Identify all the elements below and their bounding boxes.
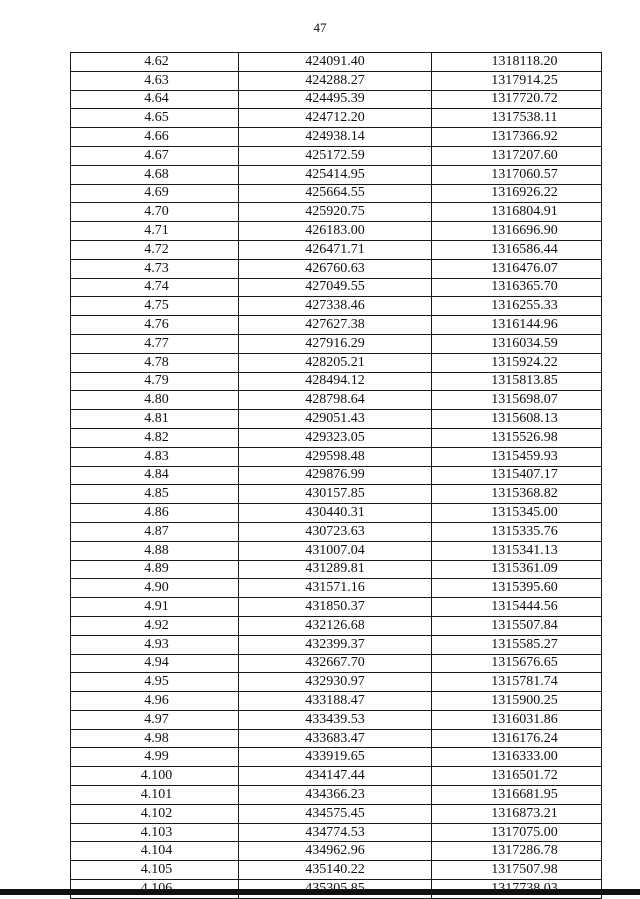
table-row (71, 522, 602, 541)
point-id-cell: 4.75 (71, 297, 239, 316)
table-row (71, 90, 602, 109)
easting-cell: 434575.45 (239, 804, 432, 823)
northing-cell: 1316804.91 (432, 203, 602, 222)
easting-cell: 433439.53 (239, 710, 432, 729)
easting-cell: 427338.46 (239, 297, 432, 316)
northing-cell: 1315813.85 (432, 372, 602, 391)
easting-cell: 430723.63 (239, 522, 432, 541)
northing-cell: 1316501.72 (432, 767, 602, 786)
easting-cell: 432930.97 (239, 673, 432, 692)
point-id-cell: 4.72 (71, 240, 239, 259)
table-row (71, 203, 602, 222)
point-id-cell: 4.95 (71, 673, 239, 692)
point-id-cell: 4.76 (71, 316, 239, 335)
easting-cell: 431289.81 (239, 560, 432, 579)
northing-cell: 1316681.95 (432, 786, 602, 805)
easting-cell: 433683.47 (239, 729, 432, 748)
table-row (71, 786, 602, 805)
northing-cell: 1316926.22 (432, 184, 602, 203)
northing-cell: 1315361.09 (432, 560, 602, 579)
table-row (71, 804, 602, 823)
table-row (71, 823, 602, 842)
northing-cell: 1316034.59 (432, 334, 602, 353)
scan-bottom-edge (0, 889, 640, 895)
table-row (71, 428, 602, 447)
table-row (71, 372, 602, 391)
point-id-cell: 4.93 (71, 635, 239, 654)
coordinate-table-body (71, 53, 602, 899)
table-row (71, 560, 602, 579)
northing-cell: 1317366.92 (432, 128, 602, 147)
northing-cell: 1317914.25 (432, 71, 602, 90)
northing-cell: 1315526.98 (432, 428, 602, 447)
easting-cell: 425664.55 (239, 184, 432, 203)
point-id-cell: 4.81 (71, 410, 239, 429)
table-row (71, 729, 602, 748)
table-row (71, 616, 602, 635)
northing-cell: 1316476.07 (432, 259, 602, 278)
easting-cell: 435140.22 (239, 861, 432, 880)
point-id-cell: 4.90 (71, 579, 239, 598)
northing-cell: 1317538.11 (432, 109, 602, 128)
table-row (71, 767, 602, 786)
northing-cell: 1315368.82 (432, 485, 602, 504)
northing-cell: 1315341.13 (432, 541, 602, 560)
northing-cell: 1316696.90 (432, 222, 602, 241)
easting-cell: 432126.68 (239, 616, 432, 635)
table-row (71, 635, 602, 654)
point-id-cell: 4.64 (71, 90, 239, 109)
point-id-cell: 4.99 (71, 748, 239, 767)
table-row (71, 297, 602, 316)
easting-cell: 428494.12 (239, 372, 432, 391)
easting-cell: 428798.64 (239, 391, 432, 410)
table-row (71, 654, 602, 673)
northing-cell: 1315585.27 (432, 635, 602, 654)
northing-cell: 1315924.22 (432, 353, 602, 372)
easting-cell: 433188.47 (239, 692, 432, 711)
point-id-cell: 4.65 (71, 109, 239, 128)
coordinate-table (70, 52, 602, 899)
table-row (71, 146, 602, 165)
table-row (71, 842, 602, 861)
table-row (71, 278, 602, 297)
easting-cell: 434962.96 (239, 842, 432, 861)
northing-cell: 1316365.70 (432, 278, 602, 297)
point-id-cell: 4.69 (71, 184, 239, 203)
easting-cell: 431007.04 (239, 541, 432, 560)
northing-cell: 1316333.00 (432, 748, 602, 767)
point-id-cell: 4.101 (71, 786, 239, 805)
point-id-cell: 4.62 (71, 53, 239, 72)
northing-cell: 1315444.56 (432, 598, 602, 617)
point-id-cell: 4.83 (71, 447, 239, 466)
easting-cell: 433919.65 (239, 748, 432, 767)
easting-cell: 432667.70 (239, 654, 432, 673)
easting-cell: 434366.23 (239, 786, 432, 805)
table-row (71, 410, 602, 429)
northing-cell: 1315608.13 (432, 410, 602, 429)
point-id-cell: 4.70 (71, 203, 239, 222)
point-id-cell: 4.85 (71, 485, 239, 504)
easting-cell: 427627.38 (239, 316, 432, 335)
northing-cell: 1315781.74 (432, 673, 602, 692)
page-number: 47 (313, 20, 327, 35)
easting-cell: 424938.14 (239, 128, 432, 147)
table-row (71, 466, 602, 485)
northing-cell: 1316176.24 (432, 729, 602, 748)
northing-cell: 1315507.84 (432, 616, 602, 635)
northing-cell: 1316255.33 (432, 297, 602, 316)
point-id-cell: 4.80 (71, 391, 239, 410)
easting-cell: 424495.39 (239, 90, 432, 109)
northing-cell: 1317286.78 (432, 842, 602, 861)
point-id-cell: 4.82 (71, 428, 239, 447)
easting-cell: 424712.20 (239, 109, 432, 128)
easting-cell: 424288.27 (239, 71, 432, 90)
northing-cell: 1317075.00 (432, 823, 602, 842)
table-row (71, 710, 602, 729)
point-id-cell: 4.94 (71, 654, 239, 673)
point-id-cell: 4.68 (71, 165, 239, 184)
table-row (71, 53, 602, 72)
point-id-cell: 4.71 (71, 222, 239, 241)
northing-cell: 1316586.44 (432, 240, 602, 259)
point-id-cell: 4.98 (71, 729, 239, 748)
table-row (71, 316, 602, 335)
easting-cell: 431571.16 (239, 579, 432, 598)
northing-cell: 1315395.60 (432, 579, 602, 598)
table-row (71, 692, 602, 711)
northing-cell: 1316873.21 (432, 804, 602, 823)
table-row (71, 391, 602, 410)
northing-cell: 1317207.60 (432, 146, 602, 165)
point-id-cell: 4.100 (71, 767, 239, 786)
table-row (71, 240, 602, 259)
table-row (71, 222, 602, 241)
point-id-cell: 4.89 (71, 560, 239, 579)
table-row (71, 71, 602, 90)
easting-cell: 430157.85 (239, 485, 432, 504)
easting-cell: 429598.48 (239, 447, 432, 466)
northing-cell: 1317060.57 (432, 165, 602, 184)
easting-cell: 426183.00 (239, 222, 432, 241)
point-id-cell: 4.97 (71, 710, 239, 729)
northing-cell: 1315407.17 (432, 466, 602, 485)
point-id-cell: 4.63 (71, 71, 239, 90)
table-row (71, 109, 602, 128)
table-row (71, 353, 602, 372)
easting-cell: 429051.43 (239, 410, 432, 429)
northing-cell: 1315335.76 (432, 522, 602, 541)
table-row (71, 334, 602, 353)
northing-cell: 1315345.00 (432, 504, 602, 523)
table-row (71, 748, 602, 767)
northing-cell: 1315459.93 (432, 447, 602, 466)
northing-cell: 1316144.96 (432, 316, 602, 335)
table-row (71, 165, 602, 184)
easting-cell: 434774.53 (239, 823, 432, 842)
table-row (71, 184, 602, 203)
easting-cell: 432399.37 (239, 635, 432, 654)
point-id-cell: 4.74 (71, 278, 239, 297)
point-id-cell: 4.79 (71, 372, 239, 391)
table-row (71, 128, 602, 147)
point-id-cell: 4.67 (71, 146, 239, 165)
easting-cell: 424091.40 (239, 53, 432, 72)
northing-cell: 1316031.86 (432, 710, 602, 729)
point-id-cell: 4.77 (71, 334, 239, 353)
table-row (71, 485, 602, 504)
easting-cell: 427916.29 (239, 334, 432, 353)
point-id-cell: 4.78 (71, 353, 239, 372)
easting-cell: 425172.59 (239, 146, 432, 165)
point-id-cell: 4.96 (71, 692, 239, 711)
table-row (71, 579, 602, 598)
table-row (71, 598, 602, 617)
easting-cell: 425920.75 (239, 203, 432, 222)
point-id-cell: 4.88 (71, 541, 239, 560)
point-id-cell: 4.105 (71, 861, 239, 880)
northing-cell: 1315676.65 (432, 654, 602, 673)
easting-cell: 434147.44 (239, 767, 432, 786)
easting-cell: 430440.31 (239, 504, 432, 523)
point-id-cell: 4.102 (71, 804, 239, 823)
northing-cell: 1315698.07 (432, 391, 602, 410)
point-id-cell: 4.87 (71, 522, 239, 541)
point-id-cell: 4.84 (71, 466, 239, 485)
easting-cell: 427049.55 (239, 278, 432, 297)
point-id-cell: 4.103 (71, 823, 239, 842)
easting-cell: 431850.37 (239, 598, 432, 617)
easting-cell: 425414.95 (239, 165, 432, 184)
point-id-cell: 4.91 (71, 598, 239, 617)
northing-cell: 1315900.25 (432, 692, 602, 711)
point-id-cell: 4.92 (71, 616, 239, 635)
easting-cell: 426760.63 (239, 259, 432, 278)
point-id-cell: 4.73 (71, 259, 239, 278)
point-id-cell: 4.66 (71, 128, 239, 147)
table-row (71, 541, 602, 560)
northing-cell: 1317507.98 (432, 861, 602, 880)
table-row (71, 504, 602, 523)
easting-cell: 429876.99 (239, 466, 432, 485)
table-row (71, 673, 602, 692)
point-id-cell: 4.86 (71, 504, 239, 523)
easting-cell: 426471.71 (239, 240, 432, 259)
northing-cell: 1318118.20 (432, 53, 602, 72)
northing-cell: 1317720.72 (432, 90, 602, 109)
table-row (71, 861, 602, 880)
easting-cell: 428205.21 (239, 353, 432, 372)
table-row (71, 447, 602, 466)
table-row (71, 259, 602, 278)
easting-cell: 429323.05 (239, 428, 432, 447)
point-id-cell: 4.104 (71, 842, 239, 861)
